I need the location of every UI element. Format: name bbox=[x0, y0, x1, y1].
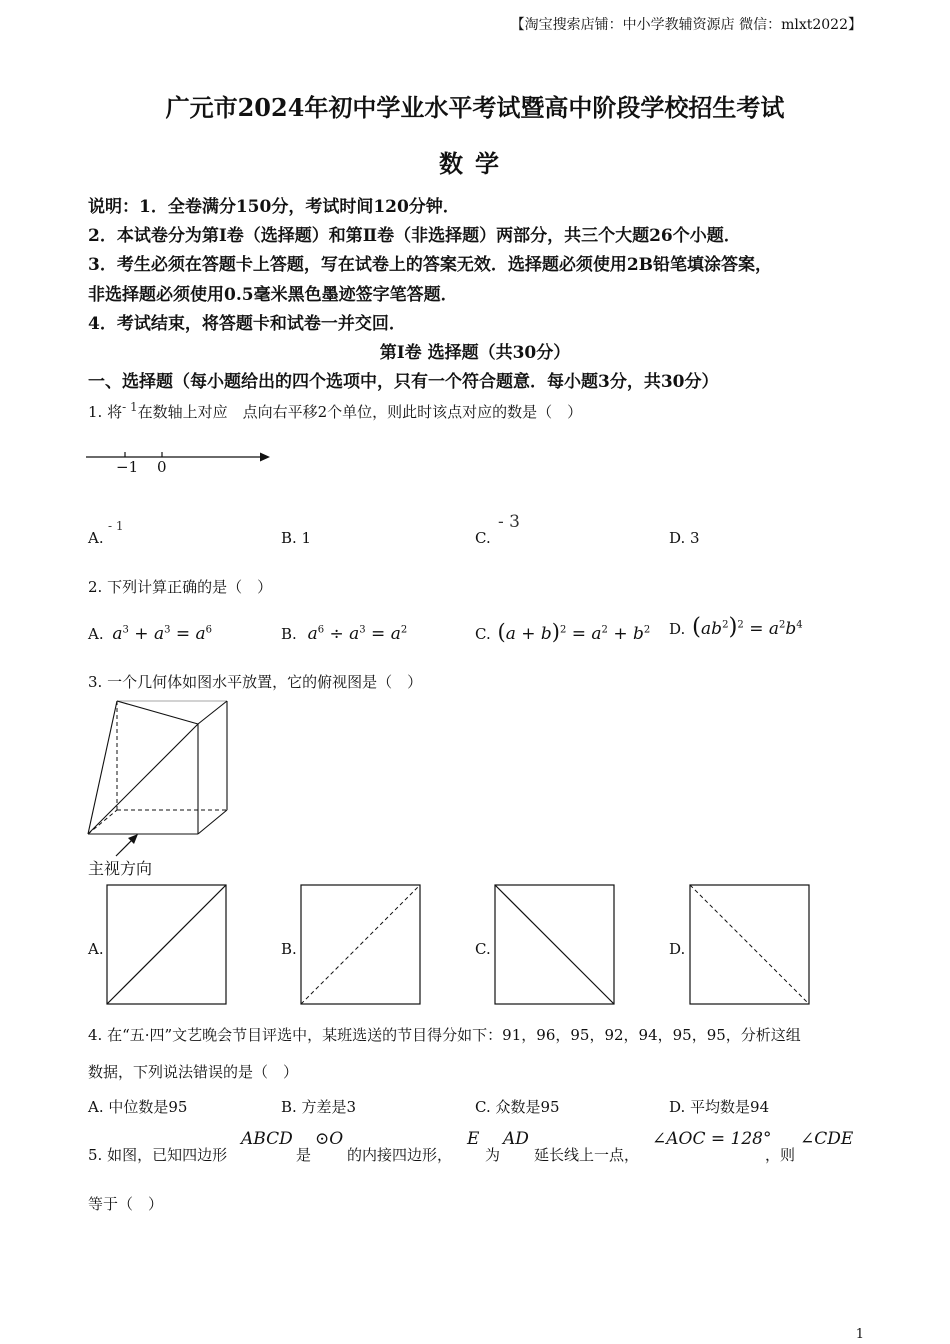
q2-option-a[interactable] bbox=[88, 624, 212, 644]
part-title: 一、选择题（每小题给出的四个选项中，只有一个符合题意．每小题3分，共30分） bbox=[88, 372, 719, 392]
q5-text-5: 延长线上一点， bbox=[534, 1146, 640, 1164]
q4-option-a[interactable]: A. 中位数是95 bbox=[88, 1098, 188, 1116]
q1-option-d[interactable]: D. 3 bbox=[669, 529, 700, 547]
q1-option-a-label: A. bbox=[88, 529, 104, 547]
page-title: 广元市2024年初中学业水平考试暨高中阶段学校招生考试 bbox=[165, 93, 785, 122]
q2-option-b[interactable] bbox=[281, 624, 407, 644]
note-line-2: 2．本试卷分为第Ⅰ卷（选择题）和第Ⅱ卷（非选择题）两部分，共三个大题26个小题． bbox=[88, 226, 741, 246]
q5-text-6: ，则 bbox=[765, 1146, 796, 1164]
header-note: 【淘宝搜索店铺：中小学教辅资源店 微信：mlxt2022】 bbox=[510, 17, 862, 33]
note-line-4: 非选择题必须使用0.5毫米黑色墨迹签字笔答题． bbox=[88, 285, 458, 305]
q5-math-circle-o: ⊙O bbox=[315, 1129, 344, 1149]
number-line bbox=[86, 440, 276, 480]
q5-text-1: 5. 如图，已知四边形 bbox=[88, 1146, 228, 1164]
q5-math-angle-aoc: ∠AOC = 128° bbox=[652, 1129, 772, 1149]
q3-option-a-figure bbox=[106, 884, 228, 1006]
q5-text-line-2: 等于（ ） bbox=[88, 1195, 164, 1213]
q2-option-c-formula: $(a + b)^2 = a^2 + b^2$ bbox=[497, 620, 651, 644]
q2-option-d-formula: $(ab^2)^2 = a^2b^4$ bbox=[692, 614, 803, 640]
q3-option-b-figure bbox=[300, 884, 422, 1006]
q5-text-4: 为 bbox=[485, 1146, 501, 1164]
q5-math-ad: AD bbox=[503, 1129, 529, 1149]
solid-figure bbox=[86, 698, 236, 858]
section-title: 第Ⅰ卷 选择题（共30分） bbox=[379, 343, 571, 363]
q4-option-d[interactable]: D. 平均数是94 bbox=[669, 1098, 770, 1116]
axis-label-minus1: −1 bbox=[116, 458, 139, 476]
q1-option-c-value: - 3 bbox=[498, 512, 520, 532]
question-4-line-2: 数据，下列说法错误的是（ ） bbox=[88, 1063, 299, 1081]
q2-option-d-label: D. bbox=[669, 620, 686, 638]
q4-option-b[interactable]: B. 方差是3 bbox=[281, 1098, 357, 1116]
q3-option-c-label[interactable]: C. bbox=[475, 940, 491, 958]
question-3-stem: 3. 一个几何体如图水平放置，它的俯视图是（ ） bbox=[88, 673, 423, 691]
q1-option-a[interactable] bbox=[88, 529, 104, 547]
question-4-line-1: 4. 在“五·四”文艺晚会节目评选中，某班选送的节目得分如下：91，96，95，92，94，95，95，分析这组 bbox=[88, 1026, 801, 1044]
q2-option-a-formula: $a^3 + a^3 = a^6$ bbox=[112, 624, 213, 644]
q3-option-d-label[interactable]: D. bbox=[669, 940, 686, 958]
view-direction-label: 主视方向 bbox=[88, 859, 153, 878]
note-line-5: 4．考试结束，将答题卡和试卷一并交回． bbox=[88, 314, 406, 334]
q5-text-2: 是 bbox=[296, 1146, 312, 1164]
q1-post: 在数轴上对应 点向右平移2个单位，则此时该点对应的数是（ ） bbox=[137, 403, 583, 421]
note-line-1: 说明：1．全卷满分150分，考试时间120分钟． bbox=[88, 197, 460, 217]
q2-option-b-formula: $a^6 \div a^3 = a^2$ bbox=[307, 624, 408, 644]
question-2-stem: 2. 下列计算正确的是（ ） bbox=[88, 578, 273, 596]
q5-math-e: E bbox=[467, 1129, 480, 1149]
q2-option-d[interactable] bbox=[669, 614, 803, 640]
q2-option-a-label: A. bbox=[88, 625, 104, 643]
note-line-3: 3．考生必须在答题卡上答题，写在试卷上的答案无效．选择题必须使用2B铅笔填涂答案， bbox=[88, 255, 773, 275]
q5-math-angle-cde: ∠CDE bbox=[800, 1129, 854, 1149]
q2-option-c[interactable] bbox=[475, 620, 650, 644]
q1-pre: 1. 将 bbox=[88, 403, 123, 421]
q3-option-d-figure bbox=[689, 884, 811, 1006]
page-number: 1 bbox=[855, 1327, 864, 1342]
q3-option-b-label[interactable]: B. bbox=[281, 940, 297, 958]
q1-option-b[interactable]: B. 1 bbox=[281, 529, 312, 547]
subject-title: 数学 bbox=[439, 149, 511, 178]
q4-option-c[interactable]: C. 众数是95 bbox=[475, 1098, 560, 1116]
q5-text-3: 的内接四边形， bbox=[347, 1146, 453, 1164]
q2-option-c-label: C. bbox=[475, 625, 491, 643]
q1-tiny: - 1 bbox=[122, 400, 138, 414]
q3-option-c-figure bbox=[494, 884, 616, 1006]
q5-math-abcd: ABCD bbox=[241, 1129, 293, 1149]
q3-option-a-label[interactable]: A. bbox=[88, 940, 104, 958]
question-1-stem bbox=[88, 400, 582, 422]
q1-option-c[interactable]: C. bbox=[475, 529, 491, 547]
axis-label-0: 0 bbox=[157, 458, 167, 476]
q2-option-b-label: B. bbox=[281, 625, 297, 643]
q1-option-a-value: - 1 bbox=[108, 519, 124, 533]
